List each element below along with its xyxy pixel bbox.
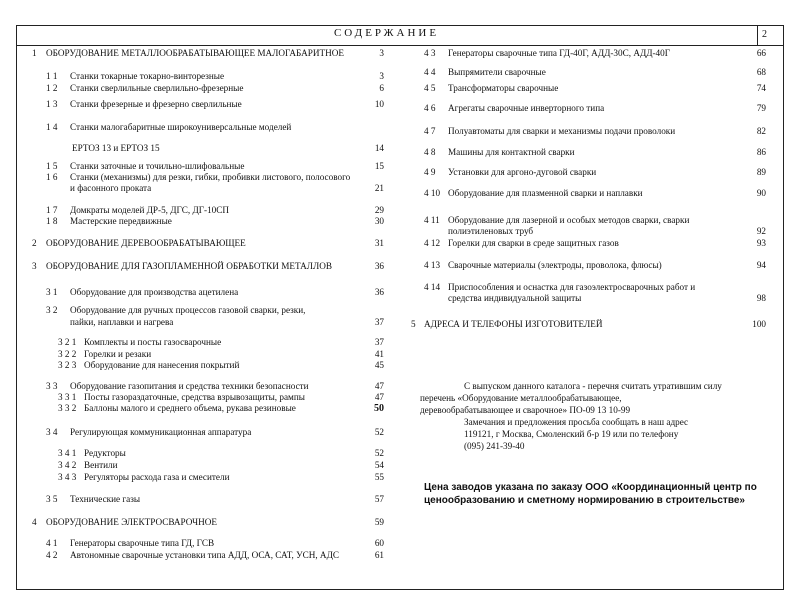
- toc-entry-title: Приспособления и оснастка для газоэлектросварочных работ и: [448, 282, 696, 292]
- toc-entry-title: Сварочные материалы (электроды, проволока, флюсы): [448, 260, 662, 270]
- toc-entry-number: 3 3: [46, 381, 58, 391]
- toc-entry-title: Станки фрезерные и фрезерно сверлильные: [70, 99, 242, 109]
- toc-entry-title: Регулирующая коммуникационная аппаратура: [70, 427, 252, 437]
- note-line: деревообрабатывающее и сварочное» ПО-09 13 10-99: [420, 405, 631, 415]
- toc-entry-title: Оборудование для плазменной сварки и наплавки: [448, 188, 643, 198]
- toc-entry-title: полиэтиленовых труб: [448, 226, 534, 236]
- toc-entry-title: Баллоны малого и среднего объема, рукава резиновые: [84, 403, 296, 413]
- toc-entry-title: Полуавтоматы для сварки и механизмы подачи проволоки: [448, 126, 676, 136]
- toc-entry-number: 3 2 1: [58, 337, 77, 347]
- toc-entry-title: ОБОРУДОВАНИЕ МЕТАЛЛООБРАБАТЫВАЮЩЕЕ МАЛОГАБАРИТНОЕ: [46, 48, 345, 58]
- toc-entry-number: 4 1: [46, 538, 58, 548]
- toc-entry-page: 94: [756, 260, 766, 270]
- toc-entry-number: 4 12: [424, 238, 441, 248]
- toc-entry-number: 1 1: [46, 71, 58, 81]
- toc-entry-page: 79: [756, 103, 766, 113]
- toc-entry-title: Станки заточные и точильно-шлифовальные: [70, 161, 245, 171]
- note-line: Замечания и предложения просьба сообщать в наш адрес: [464, 417, 689, 427]
- toc-entry-page: 31: [374, 238, 384, 248]
- header-divider: [16, 45, 784, 46]
- toc-entry-page: 90: [756, 188, 766, 198]
- toc-entry-title: Посты газораздаточные, средства взрывозащиты, рампы: [84, 392, 305, 402]
- toc-entry-number: 3 2: [46, 305, 58, 315]
- toc-entry-page: 59: [374, 517, 384, 527]
- toc-entry-page: 10: [374, 99, 384, 109]
- toc-entry-title: Генераторы сварочные типа ГД, ГСВ: [70, 538, 215, 548]
- page-number-divider: [757, 25, 758, 45]
- toc-entry-page: 57: [374, 494, 384, 504]
- toc-entry-number: 3 1: [46, 287, 58, 297]
- toc-entry-page: 68: [756, 67, 766, 77]
- toc-entry-number: 4 6: [424, 103, 436, 113]
- toc-entry-title: Станки малогабаритные широкоуниверсальные моделей: [70, 122, 292, 132]
- toc-entry-title: АДРЕСА И ТЕЛЕФОНЫ ИЗГОТОВИТЕЛЕЙ: [424, 319, 603, 329]
- note-line: перечень «Оборудование металлообрабатывающее,: [420, 393, 622, 403]
- page-title: СОДЕРЖАНИЕ: [333, 27, 440, 39]
- toc-entry-page: 29: [374, 205, 384, 215]
- toc-entry-title: ОБОРУДОВАНИЕ ДЛЯ ГАЗОПЛАМЕННОЙ ОБРАБОТКИ МЕТАЛЛОВ: [46, 261, 332, 271]
- toc-entry-title: Оборудование для лазерной и особых методов сварки, сварки: [448, 215, 690, 225]
- toc-entry-page: 93: [756, 238, 766, 248]
- toc-entry-page: 52: [374, 427, 384, 437]
- toc-entry-title: Оборудование газопитания и средства техники безопасности: [70, 381, 309, 391]
- toc-entry-number: 3 5: [46, 494, 58, 504]
- toc-entry-title: Станки сверлильные сверлильно-фрезерные: [70, 83, 244, 93]
- toc-entry-number: 4 14: [424, 282, 441, 292]
- toc-entry-title: Мастерские передвижные: [70, 216, 172, 226]
- toc-entry-page: 55: [374, 472, 384, 482]
- toc-entry-title: пайки, наплавки и нагрева: [70, 317, 174, 327]
- note-line: 119121, г Москва, Смоленский б-р 19 или по телефону: [464, 429, 679, 439]
- toc-entry-title: Трансформаторы сварочные: [448, 83, 559, 93]
- price-line: ценообразованию и сметному нормированию в строительстве»: [424, 495, 745, 506]
- toc-entry-number: 1 3: [46, 99, 58, 109]
- toc-entry-page: 60: [374, 538, 384, 548]
- toc-entry-title: Горелки и резаки: [84, 349, 152, 359]
- toc-entry-number: 2: [32, 238, 37, 248]
- price-line: Цена заводов указана по заказу ООО «Координационный центр по: [424, 482, 757, 493]
- toc-entry-number: 4 10: [424, 188, 441, 198]
- toc-entry-number: 4 13: [424, 260, 441, 270]
- page-number: 2: [762, 29, 767, 40]
- toc-entry-title: Редукторы: [84, 448, 126, 458]
- toc-entry-page: 3: [379, 71, 384, 81]
- toc-entry-page: 21: [374, 183, 384, 193]
- toc-entry-page: 30: [374, 216, 384, 226]
- toc-entry-number: 4 5: [424, 83, 436, 93]
- toc-entry-page: 37: [374, 337, 384, 347]
- toc-entry-title: Выпрямители сварочные: [448, 67, 546, 77]
- toc-entry-title: и фасонного проката: [70, 183, 152, 193]
- toc-entry-number: 3: [32, 261, 37, 271]
- toc-entry-number: 3 4 2: [58, 460, 77, 470]
- toc-entry-title: ЕРТОЗ 13 и ЕРТОЗ 15: [72, 143, 160, 153]
- toc-entry-page: 50: [374, 403, 384, 414]
- toc-entry-number: 4 8: [424, 147, 436, 157]
- toc-entry-page: 82: [756, 126, 766, 136]
- toc-entry-page: 45: [374, 360, 384, 370]
- toc-entry-page: 41: [374, 349, 384, 359]
- toc-entry-title: Автономные сварочные установки типа АДД, ОСА, САТ, УСН, АДС: [70, 550, 339, 560]
- toc-entry-page: 6: [379, 83, 384, 93]
- toc-entry-number: 3 3 2: [58, 403, 77, 413]
- toc-entry-number: 4 2: [46, 550, 58, 560]
- toc-entry-number: 4 4: [424, 67, 436, 77]
- toc-entry-number: 1 7: [46, 205, 58, 215]
- toc-entry-number: 1 2: [46, 83, 58, 93]
- toc-entry-page: 54: [374, 460, 384, 470]
- toc-entry-title: Станки токарные токарно-винторезные: [70, 71, 225, 81]
- toc-entry-number: 1: [32, 48, 37, 58]
- toc-entry-page: 98: [756, 293, 766, 303]
- toc-entry-title: Оборудование для нанесения покрытий: [84, 360, 240, 370]
- toc-entry-number: 4: [32, 517, 37, 527]
- toc-entry-page: 86: [756, 147, 766, 157]
- toc-entry-title: Станки (механизмы) для резки, гибки, пробивки листового, полосового: [70, 172, 351, 182]
- toc-entry-page: 66: [756, 48, 766, 58]
- toc-entry-title: Домкраты моделей ДР-5, ДГС, ДГ-10СП: [70, 205, 230, 215]
- toc-entry-number: 5: [411, 319, 416, 329]
- toc-entry-number: 1 5: [46, 161, 58, 171]
- toc-entry-number: 3 2 2: [58, 349, 77, 359]
- toc-entry-title: Горелки для сварки в среде защитных газов: [448, 238, 619, 248]
- toc-entry-page: 3: [379, 48, 384, 58]
- toc-entry-number: 4 3: [424, 48, 436, 58]
- toc-entry-number: 3 3 1: [58, 392, 77, 402]
- toc-entry-number: 3 4: [46, 427, 58, 437]
- toc-entry-title: Оборудование для производства ацетилена: [70, 287, 239, 297]
- toc-entry-page: 14: [374, 143, 384, 153]
- toc-entry-page: 37: [374, 317, 384, 327]
- toc-entry-title: ОБОРУДОВАНИЕ ЭЛЕКТРОСВАРОЧНОЕ: [46, 517, 218, 527]
- toc-entry-page: 61: [374, 550, 384, 560]
- toc-entry-number: 3 4 1: [58, 448, 77, 458]
- toc-entry-number: 3 4 3: [58, 472, 77, 482]
- toc-entry-page: 100: [752, 319, 766, 329]
- toc-entry-title: средства индивидуальной защиты: [448, 293, 582, 303]
- toc-entry-title: Установки для аргоно-дуговой сварки: [448, 167, 597, 177]
- toc-entry-page: 92: [756, 226, 766, 236]
- toc-entry-page: 47: [374, 392, 384, 402]
- toc-entry-number: 4 9: [424, 167, 436, 177]
- toc-entry-title: Агрегаты сварочные инверторного типа: [448, 103, 605, 113]
- toc-entry-page: 89: [756, 167, 766, 177]
- toc-entry-title: ОБОРУДОВАНИЕ ДЕРЕВООБРАБАТЫВАЮЩЕЕ: [46, 238, 246, 248]
- toc-entry-number: 1 4: [46, 122, 58, 132]
- toc-entry-number: 3 2 3: [58, 360, 77, 370]
- toc-entry-number: 4 7: [424, 126, 436, 136]
- toc-entry-title: Регуляторы расхода газа и смесители: [84, 472, 230, 482]
- toc-entry-title: Машины для контактной сварки: [448, 147, 575, 157]
- toc-entry-page: 52: [374, 448, 384, 458]
- toc-entry-page: 74: [756, 83, 766, 93]
- toc-entry-number: 1 6: [46, 172, 58, 182]
- note-line: (095) 241-39-40: [464, 441, 525, 451]
- note-line: С выпуском данного каталога - перечня считать утратившим силу: [464, 381, 722, 391]
- toc-entry-title: Генераторы сварочные типа ГД-40Г, АДД-30С, АДД-40Г: [448, 48, 671, 58]
- toc-entry-title: Вентили: [84, 460, 118, 470]
- toc-entry-page: 36: [374, 261, 384, 271]
- toc-entry-page: 36: [374, 287, 384, 297]
- toc-entry-title: Технические газы: [70, 494, 141, 504]
- toc-entry-number: 4 11: [424, 215, 440, 225]
- toc-entry-page: 15: [374, 161, 384, 171]
- toc-entry-title: Оборудование для ручных процессов газовой сварки, резки,: [70, 305, 306, 315]
- toc-entry-page: 47: [374, 381, 384, 391]
- toc-entry-number: 1 8: [46, 216, 58, 226]
- toc-entry-title: Комплекты и посты газосварочные: [84, 337, 222, 347]
